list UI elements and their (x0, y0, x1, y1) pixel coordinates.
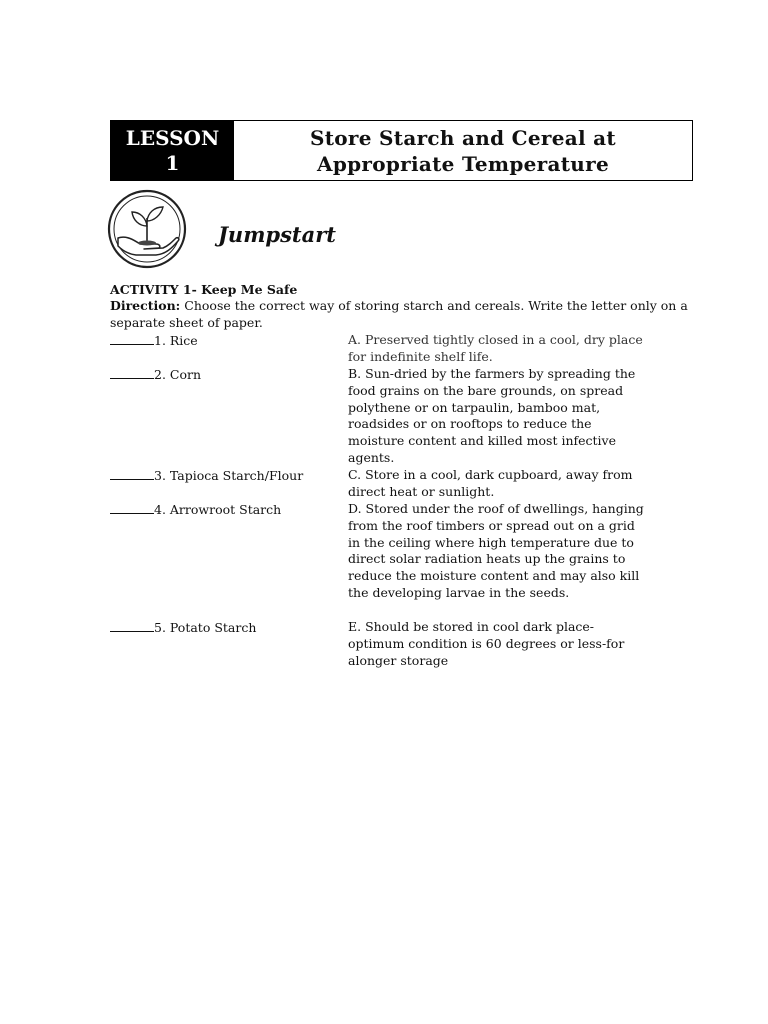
direction-text: Choose the correct way of storing starch and cereals. Write the letter only on a separate sheet of paper. (110, 298, 688, 330)
item-label: 3. Tapioca Starch/Flour (110, 467, 303, 485)
activity-direction (110, 298, 690, 331)
item-label: 5. Potato Starch (110, 619, 256, 637)
answer-blank[interactable] (110, 619, 154, 632)
choice-text: B. Sun-dried by the farmers by spreading the food grains on the bare grounds, on spread polythene or on tarpaulin, bamboo mat, roadsides or on rooftops to reduce the moisture content and killed most infective agents. (348, 366, 636, 465)
choice-text: C. Store in a cool, dark cupboard, away from direct heat or sunlight. (348, 467, 633, 499)
lesson-number: 1 (165, 150, 180, 175)
lesson-header (110, 120, 693, 181)
lesson-title-line-2: Appropriate Temperature (317, 151, 609, 176)
item-label: 1. Rice (110, 332, 198, 350)
choice-text: A. Preserved tightly closed in a cool, dry place for indefinite shelf life. (348, 332, 643, 364)
section-title: Jumpstart (218, 222, 337, 247)
item-label: 2. Corn (110, 366, 201, 384)
lesson-title (234, 121, 692, 180)
lesson-title-line-1: Store Starch and Cereal at (310, 125, 616, 150)
answer-blank[interactable] (110, 467, 154, 480)
item-label: 4. Arrowroot Starch (110, 501, 281, 519)
lesson-label: LESSON (125, 125, 220, 150)
answer-blank[interactable] (110, 501, 154, 514)
direction-label: Direction: (110, 298, 181, 313)
activity-title: ACTIVITY 1- Keep Me Safe (110, 282, 298, 297)
choice-text: D. Stored under the roof of dwellings, hanging from the roof timbers or spread out on a grid in the ceiling where high temperature due to direct solar radiation heats up the grains to reduce the moisture content and may also kill the developing larvae in the seeds. (348, 501, 644, 600)
answer-blank[interactable] (110, 332, 154, 345)
choice-text: E. Should be stored in cool dark place-optimum condition is 60 degrees or less-for alonger storage (348, 619, 625, 668)
hand-holding-seedling-icon (106, 188, 188, 270)
answer-blank[interactable] (110, 366, 154, 379)
lesson-number-cell (111, 121, 234, 180)
